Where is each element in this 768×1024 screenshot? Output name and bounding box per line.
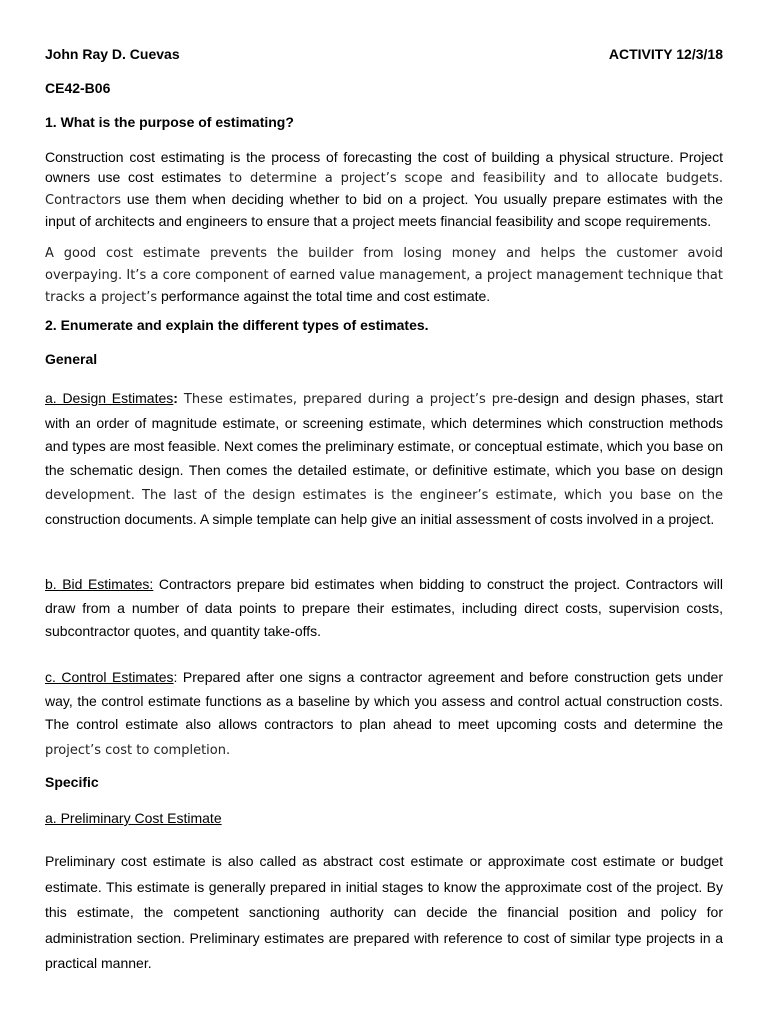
q1-p1-text-a: Construction cost estimating is the process of forecasting the cost of building a physical structure. Project owners use cost estimates [45,149,723,185]
design-estimates-colon: : [173,390,178,406]
design-estimates-paragraph [45,387,723,531]
control-text-b: project’s cost to completion. [45,742,231,758]
design-estimates-label: a. Design Estimates [45,390,174,406]
section-code: CE42-B06 [45,80,111,96]
design-text-c: development. The last of the design estimates is the engineer’s estimate, which you base on the [45,488,723,503]
q1-p1-text-c: use them when deciding whether to bid on a project. You usually prepare estimates with the input of architects and engineers to ensure that a project meets financial feasibility and scope requirements. [45,191,723,229]
bid-estimates-text: Contractors prepare bid estimates when bidding to construct the project. Contractors will draw from a number of data points to prepare their estimates, including direct costs, supervision costs, subcontractor quotes, and quantity take-offs. [45,576,724,639]
control-estimates-label: c. Control Estimates [45,669,174,685]
activity-date: ACTIVITY 12/3/18 [608,46,723,62]
header-row [45,46,723,62]
preliminary-paragraph: Preliminary cost estimate is also called as abstract cost estimate or approximate cost estimate or budget estimate. This estimate is generally prepared in initial stages to know the approximate cost of the project. By this estimate, the competent sanctioning authority can decide the financial position and policy for administration section. Preliminary estimates are prepared with reference to cost of similar type projects in a practical manner. [45,853,723,971]
preliminary-heading-row [45,810,723,826]
design-text-d: construction documents. A simple template can help give an initial assessment of costs involved in a project. [45,510,715,527]
design-text-b: design and design phases, start with an order of magnitude estimate, or screening estimate, which determines which construction methods and types are most feasible. Next comes the preliminary estimate, or conceptual estimate, which you base on the schematic design. Then comes the detailed estimate, or definitive estimate, which you base on design [45,390,723,478]
q1-p2-text-a: A good cost estimate prevents the builder from losing money and helps the customer avoid overpaying. It’s a core component of earned value management, a project management technique that tracks a project’s [45,246,723,305]
author-name: John Ray D. Cuevas [45,46,180,62]
specific-heading: Specific [45,774,99,790]
question-2: 2. Enumerate and explain the different types of estimates. [45,317,429,333]
q1-p2-text-b: performance against the total time and cost estimate. [157,288,491,304]
q1-paragraph-2 [45,242,723,308]
question-1: 1. What is the purpose of estimating? [45,114,294,130]
control-text-a: : Prepared after one signs a contractor agreement and before construction gets under way, the control estimate functions as a baseline by which you assess and control actual construction costs. The control estimate also allows contractors to plan ahead to meet upcoming costs and determine the [45,669,723,732]
preliminary-cost-estimate-heading: a. Preliminary Cost Estimate [45,810,222,826]
q1-paragraph-1 [45,147,723,231]
bid-estimates-paragraph [45,573,723,644]
design-text-a: These estimates, prepared during a project’s pre- [177,392,518,407]
bid-estimates-label: b. Bid Estimates: [45,576,154,592]
q1-p1-text-b: to determine a project’s scope and feasibility and to allocate budgets. Contractors [45,171,723,208]
control-estimates-paragraph [45,666,723,762]
general-heading: General [45,351,98,367]
